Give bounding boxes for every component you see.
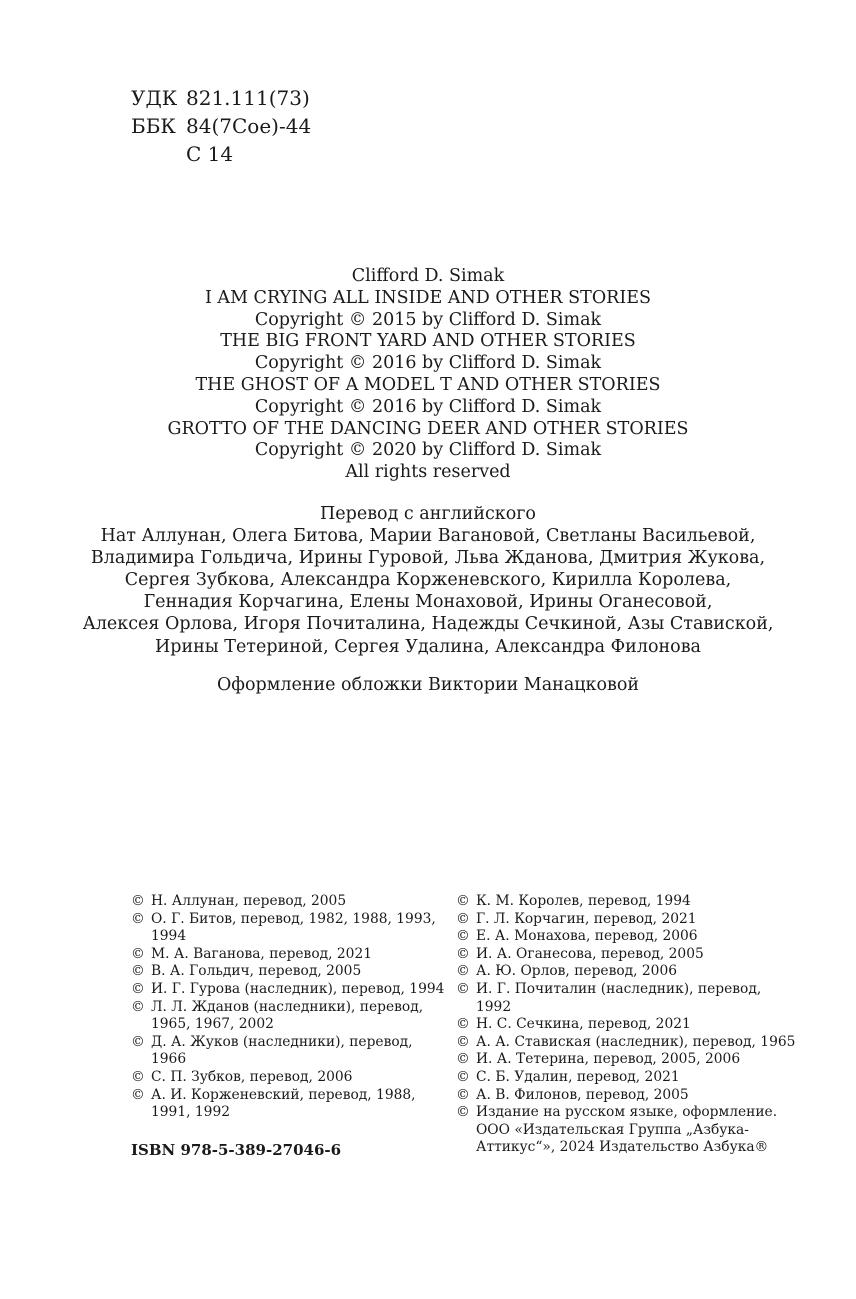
bbk-value: 84(7Сое)-44 [186, 114, 312, 138]
original-title: GROTTO OF THE DANCING DEER AND OTHER STORIES [167, 418, 689, 439]
udk-line [131, 84, 311, 112]
copyright-item [131, 1034, 447, 1069]
copyright-item [456, 1069, 796, 1087]
copyright-item [131, 1069, 447, 1087]
original-copyright: Copyright © 2016 by Clifford D. Simak [254, 353, 602, 374]
translators-line: Ирины Тетериной, Сергея Удалина, Александра Филонова [154, 636, 701, 657]
copyright-symbol: © [131, 1086, 145, 1103]
copyright-symbol: © [131, 963, 145, 980]
copyright-text: Г. Л. Корчагин, перевод, 2021 [476, 910, 697, 927]
copyright-text: И. А. Оганесова, перевод, 2005 [476, 945, 704, 962]
copyright-text: Л. Л. Жданов (наследники), перевод, 1965, 1967, 2002 [151, 998, 424, 1033]
publisher-copyright-text: Издание на русском языке, оформление. ООО «Издательская Группа „Азбука-Аттикус“», 2024 Издательство Азбука® [476, 1104, 778, 1156]
copyright-text: И. Г. Гурова (наследник), перевод, 1994 [151, 980, 445, 997]
copyright-symbol: © [456, 945, 470, 962]
copyright-item [456, 963, 796, 981]
copyright-item [131, 893, 447, 911]
copyright-text: С. Б. Удалин, перевод, 2021 [476, 1068, 680, 1085]
copyright-symbol: © [131, 1068, 145, 1085]
copyright-item [456, 1016, 796, 1034]
copyright-text: И. Г. Почиталин (наследник), перевод, 1992 [476, 980, 762, 1015]
original-author: Clifford D. Simak [351, 266, 505, 286]
copyright-symbol: © [131, 980, 145, 997]
bbk-line [131, 112, 311, 140]
copyright-symbol: © [131, 1033, 145, 1050]
copyright-item [456, 981, 796, 1016]
copyright-item [131, 911, 447, 946]
copyright-item [456, 928, 796, 946]
copyright-item [131, 1087, 447, 1122]
original-title: THE GHOST OF A MODEL T AND OTHER STORIES [195, 374, 661, 395]
copyright-symbol: © [456, 963, 470, 980]
translators-line: Сергея Зубкова, Александра Корженевского, Кирилла Королева, [124, 570, 732, 591]
copyright-text: О. Г. Битов, перевод, 1982, 1988, 1993, 1994 [151, 910, 436, 945]
copyright-item [456, 1087, 796, 1105]
copyright-text: В. А. Гольдич, перевод, 2005 [151, 963, 362, 980]
copyright-text: М. А. Ваганова, перевод, 2021 [151, 945, 373, 962]
copyright-item [131, 946, 447, 964]
copyright-item [131, 999, 447, 1034]
copyright-text: А. А. Ставиская (наследник), перевод, 1965 [476, 1033, 796, 1050]
udk-label: УДК [131, 86, 178, 110]
copyright-item [456, 1034, 796, 1052]
copyright-symbol: © [456, 1033, 470, 1050]
copyright-text: Д. А. Жуков (наследники), перевод, 1966 [151, 1033, 413, 1068]
copyright-text: А. В. Филонов, перевод, 2005 [476, 1086, 689, 1103]
translation-credits-block [0, 503, 856, 658]
classification-block [131, 84, 311, 168]
copyright-item [456, 1051, 796, 1069]
original-copyright: Copyright © 2015 by Clifford D. Simak [254, 309, 602, 330]
original-title: I AM CRYING ALL INSIDE AND OTHER STORIES [204, 287, 652, 308]
copyright-item [456, 946, 796, 964]
copyright-text: К. М. Королев, перевод, 1994 [476, 893, 691, 909]
copyright-symbol: © [456, 1051, 470, 1068]
publisher-copyright [456, 1104, 796, 1157]
translators-line: Геннадия Корчагина, Елены Монаховой, Ирины Оганесовой, [143, 592, 713, 613]
copyright-item [456, 893, 796, 911]
translation-heading: Перевод с английского [320, 504, 536, 524]
copyright-symbol: © [131, 910, 145, 927]
translators-line: Нат Аллунан, Олега Битова, Марии Вагановой, Светланы Васильевой, [100, 526, 756, 547]
copyrights-left-column [131, 893, 447, 1122]
copyright-symbol: © [131, 945, 145, 962]
copyright-item [456, 911, 796, 929]
copyright-item [131, 981, 447, 999]
author-mark: С 14 [186, 142, 234, 166]
copyright-symbol: © [456, 1104, 470, 1121]
copyright-symbol: © [456, 910, 470, 927]
copyright-text: А. И. Корженевский, перевод, 1988, 1991, 1992 [151, 1086, 416, 1121]
translators-line: Алексея Орлова, Игоря Почиталина, Надежды Сечкиной, Азы Ставиской, [82, 614, 774, 635]
original-copyright: Copyright © 2016 by Clifford D. Simak [254, 396, 602, 417]
copyright-symbol: © [131, 998, 145, 1015]
copyright-symbol: © [456, 1068, 470, 1085]
udk-value: 821.111(73) [186, 86, 310, 110]
original-title: THE BIG FRONT YARD AND OTHER STORIES [220, 331, 636, 352]
copyrights-right-column [456, 893, 796, 1157]
copyright-text: Е. А. Монахова, перевод, 2006 [476, 928, 698, 945]
copyright-symbol: © [456, 928, 470, 945]
copyright-symbol: © [456, 980, 470, 997]
isbn: ISBN 978-5-389-27046-6 [131, 1141, 342, 1159]
rights-reserved: All rights reserved [345, 462, 511, 483]
original-copyright: Copyright © 2020 by Clifford D. Simak [254, 440, 602, 461]
copyright-item [131, 963, 447, 981]
copyright-symbol: © [456, 1016, 470, 1033]
copyright-symbol: © [131, 893, 145, 909]
cover-credit: Оформление обложки Виктории Манацковой [216, 675, 640, 695]
copyright-text: Н. Аллунан, перевод, 2005 [151, 893, 347, 909]
copyright-symbol: © [456, 893, 470, 909]
original-rights-block [0, 266, 856, 484]
translators-line: Владимира Гольдича, Ирины Гуровой, Льва Жданова, Дмитрия Жукова, [90, 548, 766, 569]
copyright-text: Н. С. Сечкина, перевод, 2021 [476, 1016, 691, 1033]
copyright-text: И. А. Тетерина, перевод, 2005, 2006 [476, 1051, 741, 1068]
copyright-symbol: © [456, 1086, 470, 1103]
copyright-text: С. П. Зубков, перевод, 2006 [151, 1068, 353, 1085]
bbk-label: ББК [131, 114, 176, 138]
copyright-text: А. Ю. Орлов, перевод, 2006 [476, 963, 678, 980]
